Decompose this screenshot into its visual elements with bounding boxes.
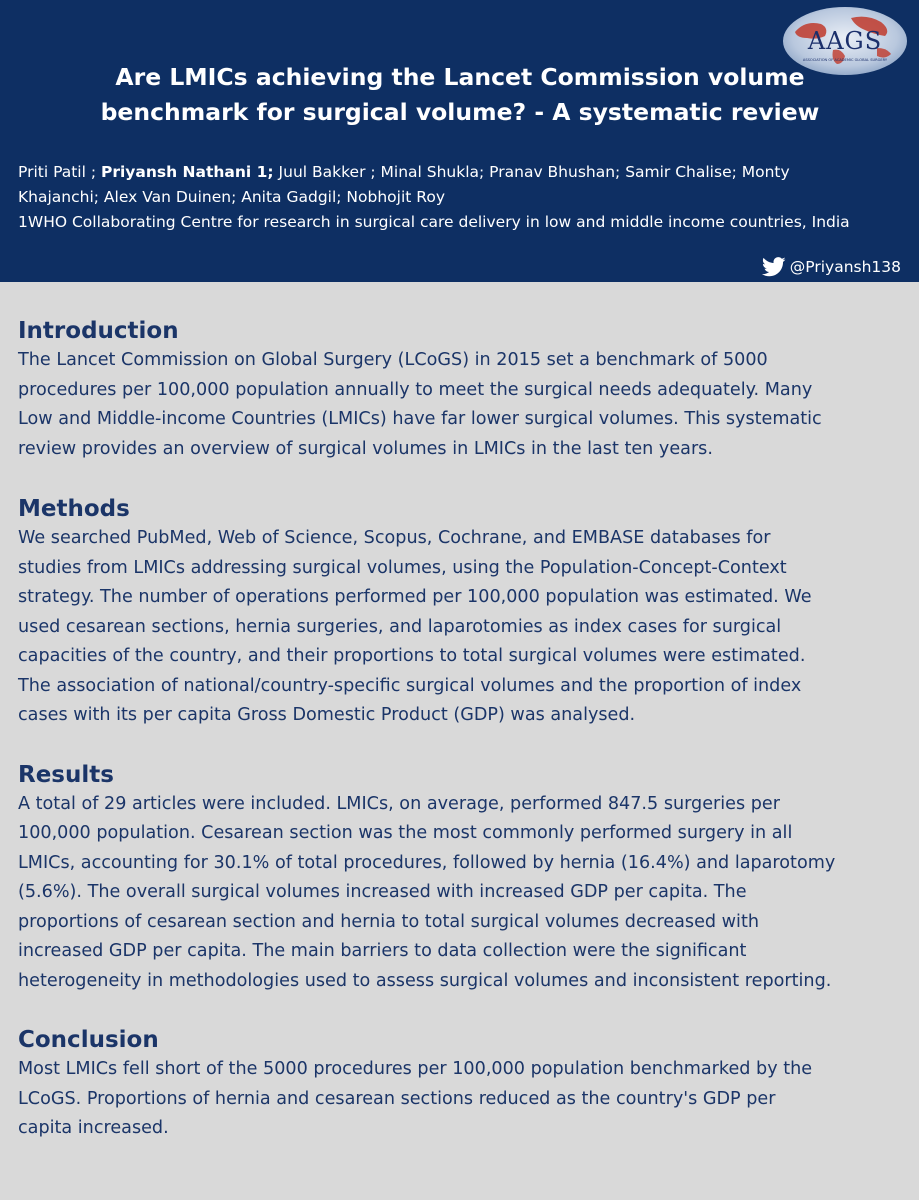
twitter-handle[interactable] xyxy=(762,255,901,279)
affiliation: 1WHO Collaborating Centre for research in surgical care delivery in low and middle income countries, India xyxy=(18,213,850,231)
conclusion-section xyxy=(18,1025,908,1144)
title-line-2: benchmark for surgical volume? - A systematic review xyxy=(100,98,820,126)
introduction-section xyxy=(18,316,908,464)
abstract-content xyxy=(18,316,908,1144)
poster-title xyxy=(40,60,880,130)
results-section xyxy=(18,760,908,997)
poster-header xyxy=(0,0,919,282)
results-heading: Results xyxy=(18,761,114,788)
methods-body: We searched PubMed, Web of Science, Scopus, Cochrane, and EMBASE databases for studies from LMICs addressing surgical volumes, using the Population-Concept-Context strategy. The number of operations performed per 100,000 population was estimated. We used cesarean sections, hernia surgeries, and laparotomies as index cases for surgical capacities of the country, and their proportions to total surgical volumes were estimated. The association of national/country-specific surgical volumes and the proportion of index cases with its per capita Gross Domestic Product (GDP) was analysed. xyxy=(18,528,812,725)
title-line-1: Are LMICs achieving the Lancet Commission volume xyxy=(115,63,805,91)
authors-line-2: Khajanchi; Alex Van Duinen; Anita Gadgil; Nobhojit Roy xyxy=(18,188,445,206)
methods-section xyxy=(18,494,908,731)
twitter-handle-text: @Priyansh138 xyxy=(789,258,901,276)
conclusion-body: Most LMICs fell short of the 5000 procedures per 100,000 population benchmarked by the LCoGS. Proportions of hernia and cesarean sections reduced as the country's GDP per capita increased. xyxy=(18,1059,813,1138)
results-body: A total of 29 articles were included. LMICs, on average, performed 847.5 surgeries per 100,000 population. Cesarean section was the most commonly performed surgery in all LMICs, accounting for 30.1% of total procedures, followed by hernia (16.4%) and laparotomy (5.6%). The overall surgical volumes increased with increased GDP per capita. The proportions of cesarean section and hernia to total surgical volumes decreased with increased GDP per capita. The main barriers to data collection were the significant heterogeneity in methodologies used to assess surgical volumes and inconsistent reporting. xyxy=(18,793,836,991)
authors-block xyxy=(18,160,898,235)
conclusion-heading: Conclusion xyxy=(18,1027,159,1053)
introduction-body: The Lancet Commission on Global Surgery (LCoGS) in 2015 set a benchmark of 5000 procedures per 100,000 population annually to meet the surgical needs adequately. Many Low and Middle-income Countries (LMICs) have far lower surgical volumes. This systematic review provides an overview of surgical volumes in LMICs in the last ten years. xyxy=(18,350,822,459)
presenting-author: Priyansh Nathani 1; xyxy=(100,163,274,181)
twitter-bird-icon xyxy=(762,257,786,277)
svg-text:ASSOCIATION OF ACADEMIC GLOBAL: ASSOCIATION OF ACADEMIC GLOBAL SURGERY xyxy=(802,58,888,62)
authors-line-1: Priti Patil ; Priyansh Nathani 1; Juul Bakker ; Minal Shukla; Pranav Bhushan; Samir Chalise; Monty xyxy=(18,163,790,181)
methods-heading: Methods xyxy=(18,496,130,522)
svg-text:AAGS: AAGS xyxy=(807,27,883,55)
introduction-heading: Introduction xyxy=(18,318,179,344)
